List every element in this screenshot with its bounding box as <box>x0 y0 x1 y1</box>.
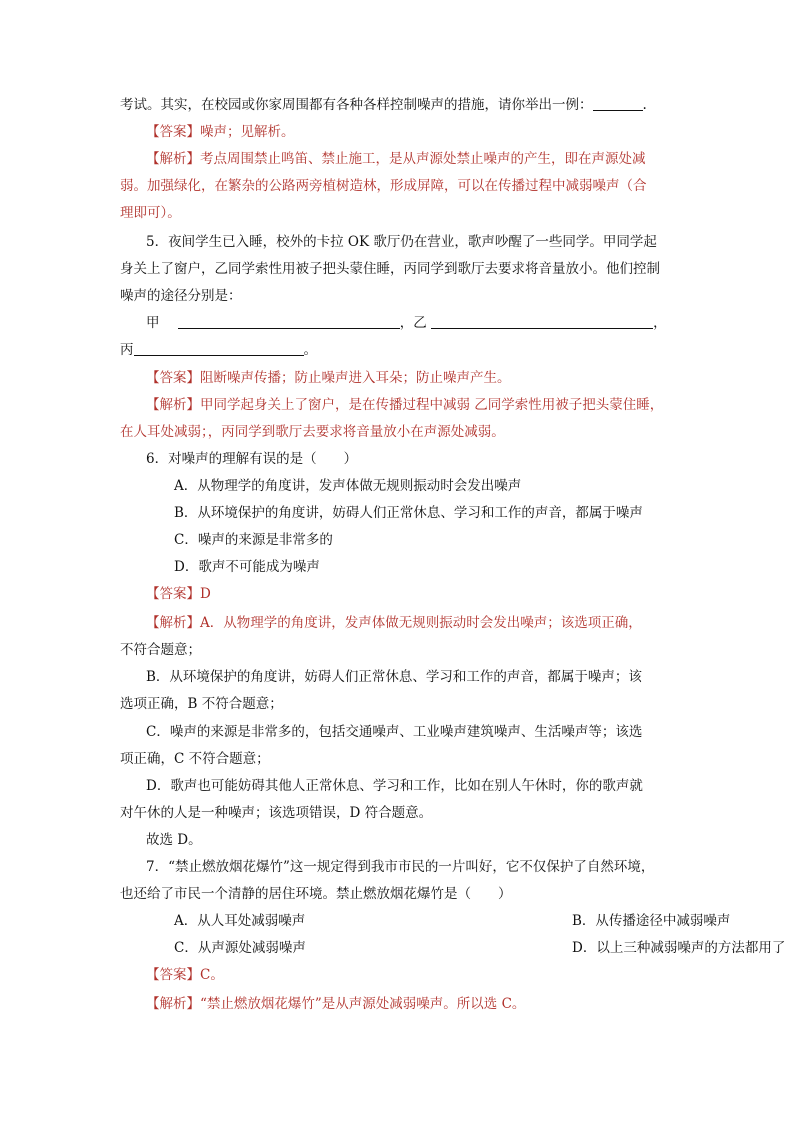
q6-answer: 【答案】D <box>146 586 211 602</box>
q6-conclusion: 故选 D。 <box>146 832 202 848</box>
q5-stem-line-2: 身关上了窗户，乙同学索性用被子把头蒙住睡，丙同学到歌厅去要求将音量放小。他们控制 <box>120 261 660 277</box>
q4-analysis-line-1: 【解析】考点周围禁止鸣笛、禁止施工，是从声源处禁止噪声的产生，即在声源处减 <box>146 151 646 167</box>
q6-analysis-line-1: 【解析】A．从物理学的角度讲，发声体做无规则振动时会发出噪声；该选项正确， <box>146 615 642 631</box>
q7-stem-line-1: 7．“禁止燃放烟花爆竹”这一规定得到我市市民的一片叫好，它不仅保护了自然环境， <box>146 859 655 875</box>
q4-answer: 【答案】噪声；见解析。 <box>146 124 295 140</box>
q5-analysis-line-1: 【解析】甲同学起身关上了窗户，是在传播过程中减弱 乙同学索性用被子把头蒙住睡， <box>146 397 664 413</box>
q7-options-row-2 <box>174 935 786 962</box>
answer-blank-yi <box>431 312 653 329</box>
q5-answer: 【答案】阻断噪声传播；防止噪声进入耳朵；防止噪声产生。 <box>146 370 511 386</box>
q7-analysis: 【解析】“禁止燃放烟花爆竹”是从声源处减弱噪声。所以选 C。 <box>146 996 526 1012</box>
q5-analysis-line-2: 在人耳处减弱；，丙同学到歌厅去要求将音量放小在声源处减弱。 <box>120 424 505 440</box>
q6-option-a: A．从物理学的角度讲，发声体做无规则振动时会发出噪声 <box>174 478 522 494</box>
q7-option-b: B．从传播途径中减弱噪声 <box>572 913 731 929</box>
q4-analysis-line-3: 理即可）。 <box>120 205 181 221</box>
q6-analysis-line-5: C．噪声的来源是非常多的，包括交通噪声、工业噪声建筑噪声、生活噪声等；该选 <box>146 724 643 740</box>
q6-analysis-line-6: 项正确，C 不符合题意； <box>120 751 270 767</box>
q5-stem-line-3: 噪声的途径分别是： <box>120 288 242 304</box>
q6-analysis-line-4: 选项正确，B 不符合题意； <box>120 696 283 712</box>
q5-blanks-line-2: 丙 。 <box>120 337 680 364</box>
answer-blank <box>593 94 643 111</box>
q7-answer: 【答案】C。 <box>146 967 224 983</box>
q4-analysis-line-2: 弱。加强绿化，在繁杂的公路两旁植树造林，形成屏障，可以在传播过程中减弱噪声（合 <box>120 178 647 194</box>
q6-analysis-line-7: D．歌声也可能妨碍其他人正常休息、学习和工作，比如在别人午休时，你的歌声就 <box>146 778 643 794</box>
q6-analysis-line-3: B．从环境保护的角度讲，妨碍人们正常休息、学习和工作的声音，都属于噪声；该 <box>146 669 642 685</box>
q7-option-d: D．以上三种减弱噪声的方法都用了 <box>572 940 786 956</box>
answer-blank-bing <box>134 339 304 356</box>
q6-option-b: B．从环境保护的角度讲，妨碍人们正常休息、学习和工作的声音，都属于噪声 <box>174 505 643 521</box>
q5-stem-line-1: 5．夜间学生已入睡，校外的卡拉 OK 歌厅仍在营业，歌声吵醒了一些同学。甲同学起 <box>146 234 657 250</box>
q6-analysis-line-8: 对午休的人是一种噪声；该选项错误，D 符合题意。 <box>120 805 433 821</box>
q6-option-d: D．歌声不可能成为噪声 <box>174 559 320 575</box>
q4-stem-end: 考试。其实，在校园或你家周围都有各种各样控制噪声的措施，请你举出一例： . <box>120 92 680 119</box>
q7-option-c: C．从声源处减弱噪声 <box>174 940 306 956</box>
q6-stem: 6．对噪声的理解有误的是（ ） <box>146 451 358 467</box>
q6-option-c: C．噪声的来源是非常多的 <box>174 532 333 548</box>
q7-options-row-1 <box>174 908 734 935</box>
q6-analysis-line-2: 不符合题意； <box>120 642 201 658</box>
q5-blanks-line-1: 甲 ，乙 ， <box>146 310 706 337</box>
q7-option-a: A．从人耳处减弱噪声 <box>174 913 306 929</box>
answer-blank-jia <box>178 312 400 329</box>
q7-stem-line-2: 也还给了市民一个清静的居住环境。禁止燃放烟花爆竹是（ ） <box>120 886 512 902</box>
